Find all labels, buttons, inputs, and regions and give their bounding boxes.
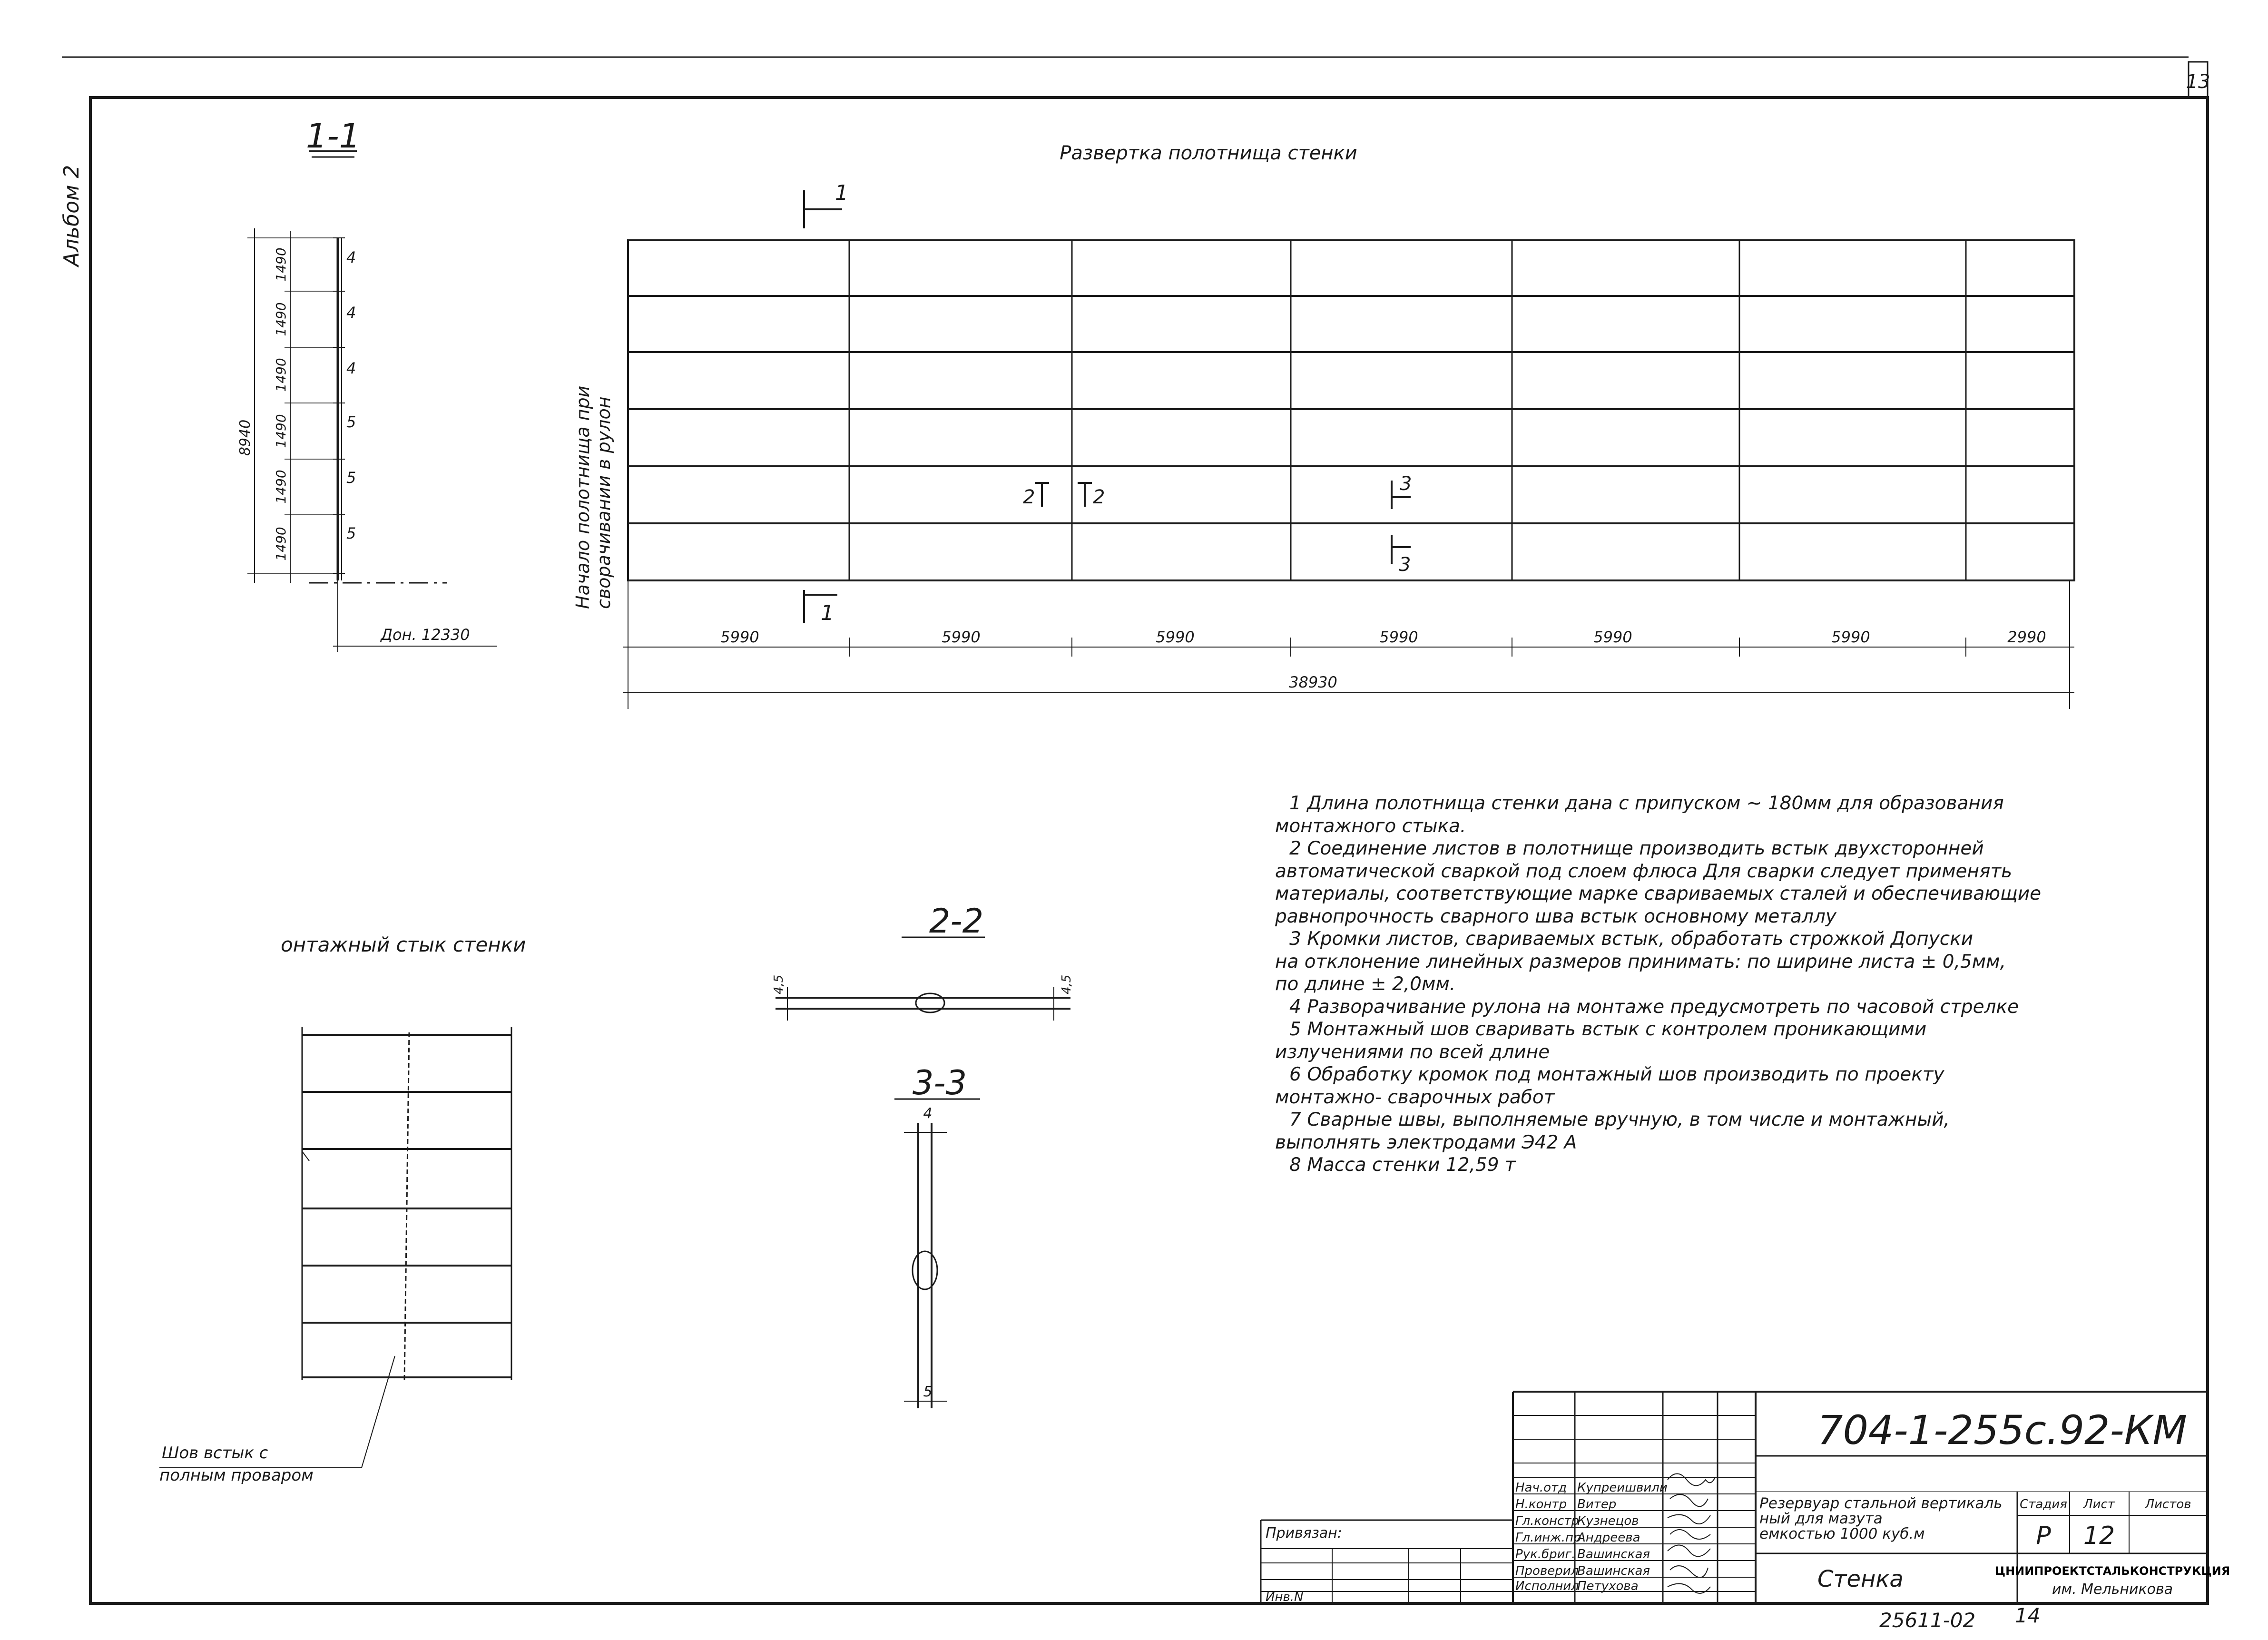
- cut-3-top-label: 3: [1400, 473, 1412, 495]
- role: Нач.отд: [1515, 1481, 1567, 1495]
- name: Кузнецов: [1577, 1514, 1639, 1528]
- weld-label-2: полным проваром: [159, 1466, 314, 1485]
- name: Вашинская: [1577, 1547, 1650, 1561]
- note-line: 5 Монтажный шов сваривать встык с контролем проникающими: [1289, 1019, 1927, 1040]
- segment-width: 2990: [2007, 628, 2046, 646]
- note-line: 6 Обработку кромок под монтажный шов производить по проекту: [1289, 1064, 1944, 1085]
- development-title: Развертка полотнища стенки: [1060, 142, 1357, 164]
- drawing-code: 704-1-255с.92-КМ: [1817, 1407, 2187, 1453]
- note-line: 2 Соединение листов в полотнище производить встык двухсторонней: [1289, 838, 1984, 859]
- page-number: 13: [2186, 71, 2210, 93]
- note-line: 4 Разворачивание рулона на монтаже предусмотреть по часовой стрелке: [1289, 996, 2019, 1018]
- section-2-2-drawing: [776, 937, 1070, 1021]
- note-line: на отклонение линейных размеров принимать: по ширине листа ± 0,5мм,: [1275, 951, 2006, 972]
- sheet-title: Стенка: [1817, 1566, 1904, 1592]
- segment-width: 5990: [720, 628, 759, 646]
- course-height-label: 1490: [273, 470, 289, 504]
- note-line: равнопрочность сварного шва встык основному металлу: [1275, 905, 1836, 927]
- section-1-1-total-height: 8940: [237, 419, 254, 456]
- segment-width-labels: [720, 628, 2046, 646]
- development-side-label-1: Начало полотнища при: [572, 385, 593, 609]
- note-line: монтажного стыка.: [1275, 815, 1466, 837]
- inv-label: Инв.N: [1266, 1590, 1304, 1604]
- note-line: 7 Сварные швы, выполняемые вручную, в том числе и монтажный,: [1289, 1109, 1950, 1130]
- course-height-label: 1490: [273, 414, 289, 448]
- album-label: Альбом 2: [59, 165, 84, 266]
- role: Рук.бриг.: [1515, 1547, 1576, 1561]
- sheets-header: Листов: [2145, 1497, 2191, 1512]
- segment-width: 5990: [942, 628, 981, 646]
- thickness-label: 5: [346, 524, 356, 542]
- name: Витер: [1577, 1497, 1617, 1512]
- segment-width: 5990: [1831, 628, 1870, 646]
- privyazan-label: Привязан:: [1266, 1525, 1342, 1542]
- note-line: 3 Кромки листов, свариваемых встык, обработать строжкой Допуски: [1289, 928, 1973, 950]
- segment-width: 5990: [1379, 628, 1418, 646]
- course-height-label: 1490: [273, 527, 289, 561]
- project-line-1: Резервуар стальной вертикаль: [1759, 1495, 2003, 1512]
- general-notes: [1275, 792, 2084, 1177]
- role: Проверил: [1515, 1564, 1579, 1578]
- section-2-2-title: 2-2: [929, 902, 984, 941]
- cut-3-bottom-label: 3: [1399, 554, 1411, 576]
- org-line-2: им. Мельникова: [2052, 1581, 2173, 1598]
- stage-value: Р: [2036, 1522, 2051, 1550]
- section-2-2-dim-left: 4,5: [772, 974, 786, 994]
- signature-roles: [1515, 1481, 1581, 1593]
- footer-code: 25611-02: [1879, 1609, 1976, 1632]
- weld-label-1: Шов встык с: [162, 1444, 268, 1463]
- name: Андреева: [1577, 1531, 1640, 1545]
- thickness-labels: [346, 248, 356, 542]
- section-1-1-title: 1-1: [305, 117, 361, 156]
- course-height-labels: [273, 247, 289, 560]
- note-line: монтажно- сварочных работ: [1275, 1086, 1555, 1108]
- sheet-header: Лист: [2083, 1497, 2115, 1512]
- signature-names: [1576, 1481, 1668, 1593]
- thickness-label: 5: [346, 413, 356, 431]
- note-line: 1 Длина полотнища стенки дана с припуском ~ 180мм для образования: [1289, 793, 2004, 814]
- role: Исполнил: [1515, 1579, 1579, 1593]
- sheet-value: 12: [2083, 1522, 2115, 1550]
- footer-sheet: 14: [2015, 1604, 2041, 1627]
- project-line-2: ный для мазута: [1759, 1510, 1883, 1527]
- thickness-label: 5: [346, 469, 356, 487]
- note-line: автоматической сваркой под слоем флюса Для сварки следует применять: [1275, 860, 2013, 882]
- course-height-label: 1490: [273, 358, 289, 392]
- segment-width: 5990: [1156, 628, 1195, 646]
- course-height-label: 1490: [273, 247, 289, 282]
- role: Гл.констр: [1515, 1514, 1579, 1528]
- cut-1-bottom-label: 1: [821, 601, 834, 625]
- development-side-label-2: сворачивании в рулон: [593, 396, 614, 609]
- thickness-label: 4: [346, 359, 356, 377]
- course-height-label: 1490: [273, 302, 289, 336]
- total-length-label: 38930: [1289, 673, 1337, 691]
- section-3-3-drawing: [894, 1099, 980, 1408]
- segment-width: 5990: [1593, 628, 1632, 646]
- mont-joint-drawing: [159, 1027, 511, 1468]
- section-3-3-title: 3-3: [912, 1063, 967, 1102]
- note-line: по длине ± 2,0мм.: [1275, 973, 1456, 995]
- section-1-1-bottom-label: Дон. 12330: [381, 626, 470, 644]
- note-line: материалы, соответствующие марке свариваемых сталей и обеспечивающие: [1275, 883, 2042, 904]
- section-1-1: [247, 151, 497, 652]
- note-line: 8 Масса стенки 12,59 т: [1289, 1154, 1516, 1176]
- org-line-1: ЦНИИПРОЕКТСТАЛЬКОНСТРУКЦИЯ: [1994, 1564, 2230, 1578]
- section-3-3-dim-top: 4: [923, 1105, 933, 1122]
- project-line-3: емкостью 1000 куб.м: [1759, 1525, 1925, 1542]
- stage-header: Стадия: [2020, 1497, 2067, 1512]
- name: Купреишвили: [1577, 1481, 1668, 1495]
- role: Гл.инж.пр: [1515, 1531, 1581, 1545]
- cut-markers: [804, 190, 1411, 623]
- name: Вашинская: [1577, 1564, 1650, 1578]
- cut-1-top-label: 1: [835, 181, 848, 205]
- role: Н.контр: [1515, 1497, 1567, 1512]
- note-line: выполнять электродами Э42 А: [1275, 1131, 1577, 1153]
- section-3-3-dim-bottom: 5: [923, 1384, 933, 1400]
- thickness-label: 4: [346, 248, 356, 266]
- name: Петухова: [1577, 1579, 1639, 1593]
- thickness-label: 4: [346, 304, 356, 322]
- cut-2-right-label: 2: [1093, 486, 1105, 508]
- mont-joint-title: онтажный стык стенки: [281, 933, 526, 956]
- section-2-2-dim-right: 4,5: [1060, 974, 1074, 994]
- signature-scribbles: [1668, 1474, 1715, 1593]
- cut-2-left-label: 2: [1023, 486, 1035, 508]
- note-line: излучениями по всей длине: [1275, 1041, 1550, 1063]
- development-grid: [628, 240, 2074, 580]
